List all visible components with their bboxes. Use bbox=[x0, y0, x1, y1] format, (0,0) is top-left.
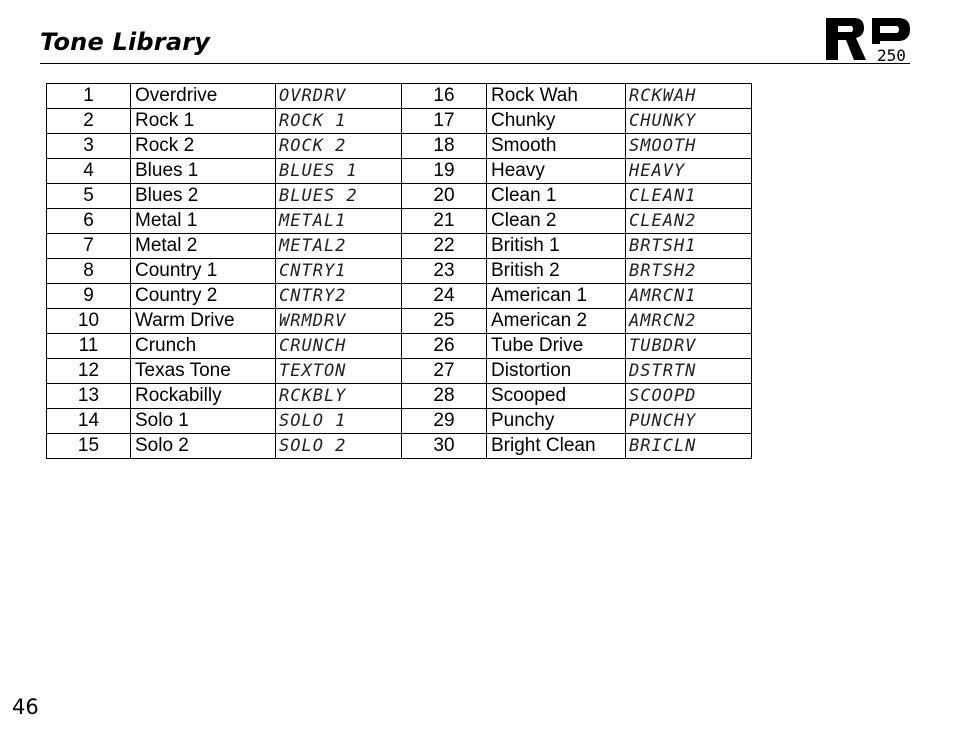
table-row bbox=[47, 184, 752, 209]
tone-number: 12 bbox=[47, 359, 131, 384]
tone-display-name: TEXTON bbox=[276, 359, 402, 384]
tone-display-name: BLUES 1 bbox=[276, 159, 402, 184]
tone-number: 17 bbox=[402, 109, 487, 134]
tone-name: Country 2 bbox=[131, 284, 276, 309]
tone-name: Rockabilly bbox=[131, 384, 276, 409]
tone-name: Smooth bbox=[487, 134, 626, 159]
tone-number: 6 bbox=[47, 209, 131, 234]
tone-display-name: BRTSH2 bbox=[626, 259, 752, 284]
tone-display-name: CNTRY2 bbox=[276, 284, 402, 309]
table-row bbox=[47, 284, 752, 309]
tone-display-name: ROCK 2 bbox=[276, 134, 402, 159]
tone-name: British 2 bbox=[487, 259, 626, 284]
tone-name: Heavy bbox=[487, 159, 626, 184]
tone-name: Warm Drive bbox=[131, 309, 276, 334]
tone-number: 20 bbox=[402, 184, 487, 209]
table-row bbox=[47, 409, 752, 434]
tone-name: Overdrive bbox=[131, 84, 276, 109]
tone-display-name: SMOOTH bbox=[626, 134, 752, 159]
tone-number: 26 bbox=[402, 334, 487, 359]
tone-display-name: AMRCN1 bbox=[626, 284, 752, 309]
tone-number: 15 bbox=[47, 434, 131, 459]
tone-display-name: BRTSH1 bbox=[626, 234, 752, 259]
tone-name: Distortion bbox=[487, 359, 626, 384]
tone-name: Tube Drive bbox=[487, 334, 626, 359]
table-row bbox=[47, 309, 752, 334]
tone-display-name: HEAVY bbox=[626, 159, 752, 184]
tone-display-name: METAL2 bbox=[276, 234, 402, 259]
tone-number: 16 bbox=[402, 84, 487, 109]
tone-display-name: CLEAN2 bbox=[626, 209, 752, 234]
tone-display-name: OVRDRV bbox=[276, 84, 402, 109]
tone-name: American 1 bbox=[487, 284, 626, 309]
tone-display-name: BLUES 2 bbox=[276, 184, 402, 209]
tone-display-name: DSTRTN bbox=[626, 359, 752, 384]
tone-number: 7 bbox=[47, 234, 131, 259]
tone-display-name: CNTRY1 bbox=[276, 259, 402, 284]
tone-display-name: CHUNKY bbox=[626, 109, 752, 134]
tone-name: American 2 bbox=[487, 309, 626, 334]
tone-number: 11 bbox=[47, 334, 131, 359]
tone-number: 9 bbox=[47, 284, 131, 309]
tone-display-name: AMRCN2 bbox=[626, 309, 752, 334]
tone-name: Metal 2 bbox=[131, 234, 276, 259]
tone-name: Solo 2 bbox=[131, 434, 276, 459]
table-row bbox=[47, 84, 752, 109]
tone-name: Clean 2 bbox=[487, 209, 626, 234]
tone-name: Crunch bbox=[131, 334, 276, 359]
tone-display-name: RCKWAH bbox=[626, 84, 752, 109]
page-number: 46 bbox=[12, 695, 39, 719]
tone-name: Texas Tone bbox=[131, 359, 276, 384]
tone-number: 28 bbox=[402, 384, 487, 409]
tone-display-name: METAL1 bbox=[276, 209, 402, 234]
tone-display-name: BRICLN bbox=[626, 434, 752, 459]
header-divider bbox=[40, 63, 910, 64]
tone-name: Clean 1 bbox=[487, 184, 626, 209]
tone-display-name: CRUNCH bbox=[276, 334, 402, 359]
tone-name: Rock 1 bbox=[131, 109, 276, 134]
tone-name: Country 1 bbox=[131, 259, 276, 284]
tone-name: Blues 1 bbox=[131, 159, 276, 184]
tone-number: 24 bbox=[402, 284, 487, 309]
tone-name: Chunky bbox=[487, 109, 626, 134]
tone-name: Bright Clean bbox=[487, 434, 626, 459]
tone-number: 30 bbox=[402, 434, 487, 459]
tone-number: 27 bbox=[402, 359, 487, 384]
table-row bbox=[47, 384, 752, 409]
tone-number: 4 bbox=[47, 159, 131, 184]
tone-name: Scooped bbox=[487, 384, 626, 409]
tone-name: Rock 2 bbox=[131, 134, 276, 159]
table-row bbox=[47, 209, 752, 234]
table-row bbox=[47, 134, 752, 159]
tone-display-name: SCOOPD bbox=[626, 384, 752, 409]
page-title: Tone Library bbox=[40, 28, 211, 56]
tone-number: 25 bbox=[402, 309, 487, 334]
tone-number: 21 bbox=[402, 209, 487, 234]
rp250-logo-mark bbox=[824, 14, 912, 64]
table-row bbox=[47, 434, 752, 459]
tone-number: 22 bbox=[402, 234, 487, 259]
logo-model-text: 250 bbox=[877, 46, 906, 64]
tone-name: Blues 2 bbox=[131, 184, 276, 209]
tone-number: 2 bbox=[47, 109, 131, 134]
tone-number: 3 bbox=[47, 134, 131, 159]
tone-name: British 1 bbox=[487, 234, 626, 259]
tone-name: Punchy bbox=[487, 409, 626, 434]
tone-number: 13 bbox=[47, 384, 131, 409]
tone-number: 14 bbox=[47, 409, 131, 434]
tone-number: 8 bbox=[47, 259, 131, 284]
table-row bbox=[47, 334, 752, 359]
tone-display-name: ROCK 1 bbox=[276, 109, 402, 134]
tone-display-name: RCKBLY bbox=[276, 384, 402, 409]
tone-display-name: PUNCHY bbox=[626, 409, 752, 434]
tone-name: Solo 1 bbox=[131, 409, 276, 434]
tone-number: 29 bbox=[402, 409, 487, 434]
tone-number: 10 bbox=[47, 309, 131, 334]
table-row bbox=[47, 234, 752, 259]
tone-display-name: CLEAN1 bbox=[626, 184, 752, 209]
tone-display-name: TUBDRV bbox=[626, 334, 752, 359]
table-row bbox=[47, 259, 752, 284]
tone-number: 23 bbox=[402, 259, 487, 284]
tone-name: Metal 1 bbox=[131, 209, 276, 234]
table-row bbox=[47, 159, 752, 184]
tone-name: Rock Wah bbox=[487, 84, 626, 109]
tone-library-table bbox=[46, 83, 752, 459]
tone-display-name: WRMDRV bbox=[276, 309, 402, 334]
table-row bbox=[47, 109, 752, 134]
tone-number: 19 bbox=[402, 159, 487, 184]
tone-number: 5 bbox=[47, 184, 131, 209]
tone-display-name: SOLO 2 bbox=[276, 434, 402, 459]
table-row bbox=[47, 359, 752, 384]
tone-number: 1 bbox=[47, 84, 131, 109]
tone-display-name: SOLO 1 bbox=[276, 409, 402, 434]
rp250-logo bbox=[824, 14, 912, 64]
tone-number: 18 bbox=[402, 134, 487, 159]
